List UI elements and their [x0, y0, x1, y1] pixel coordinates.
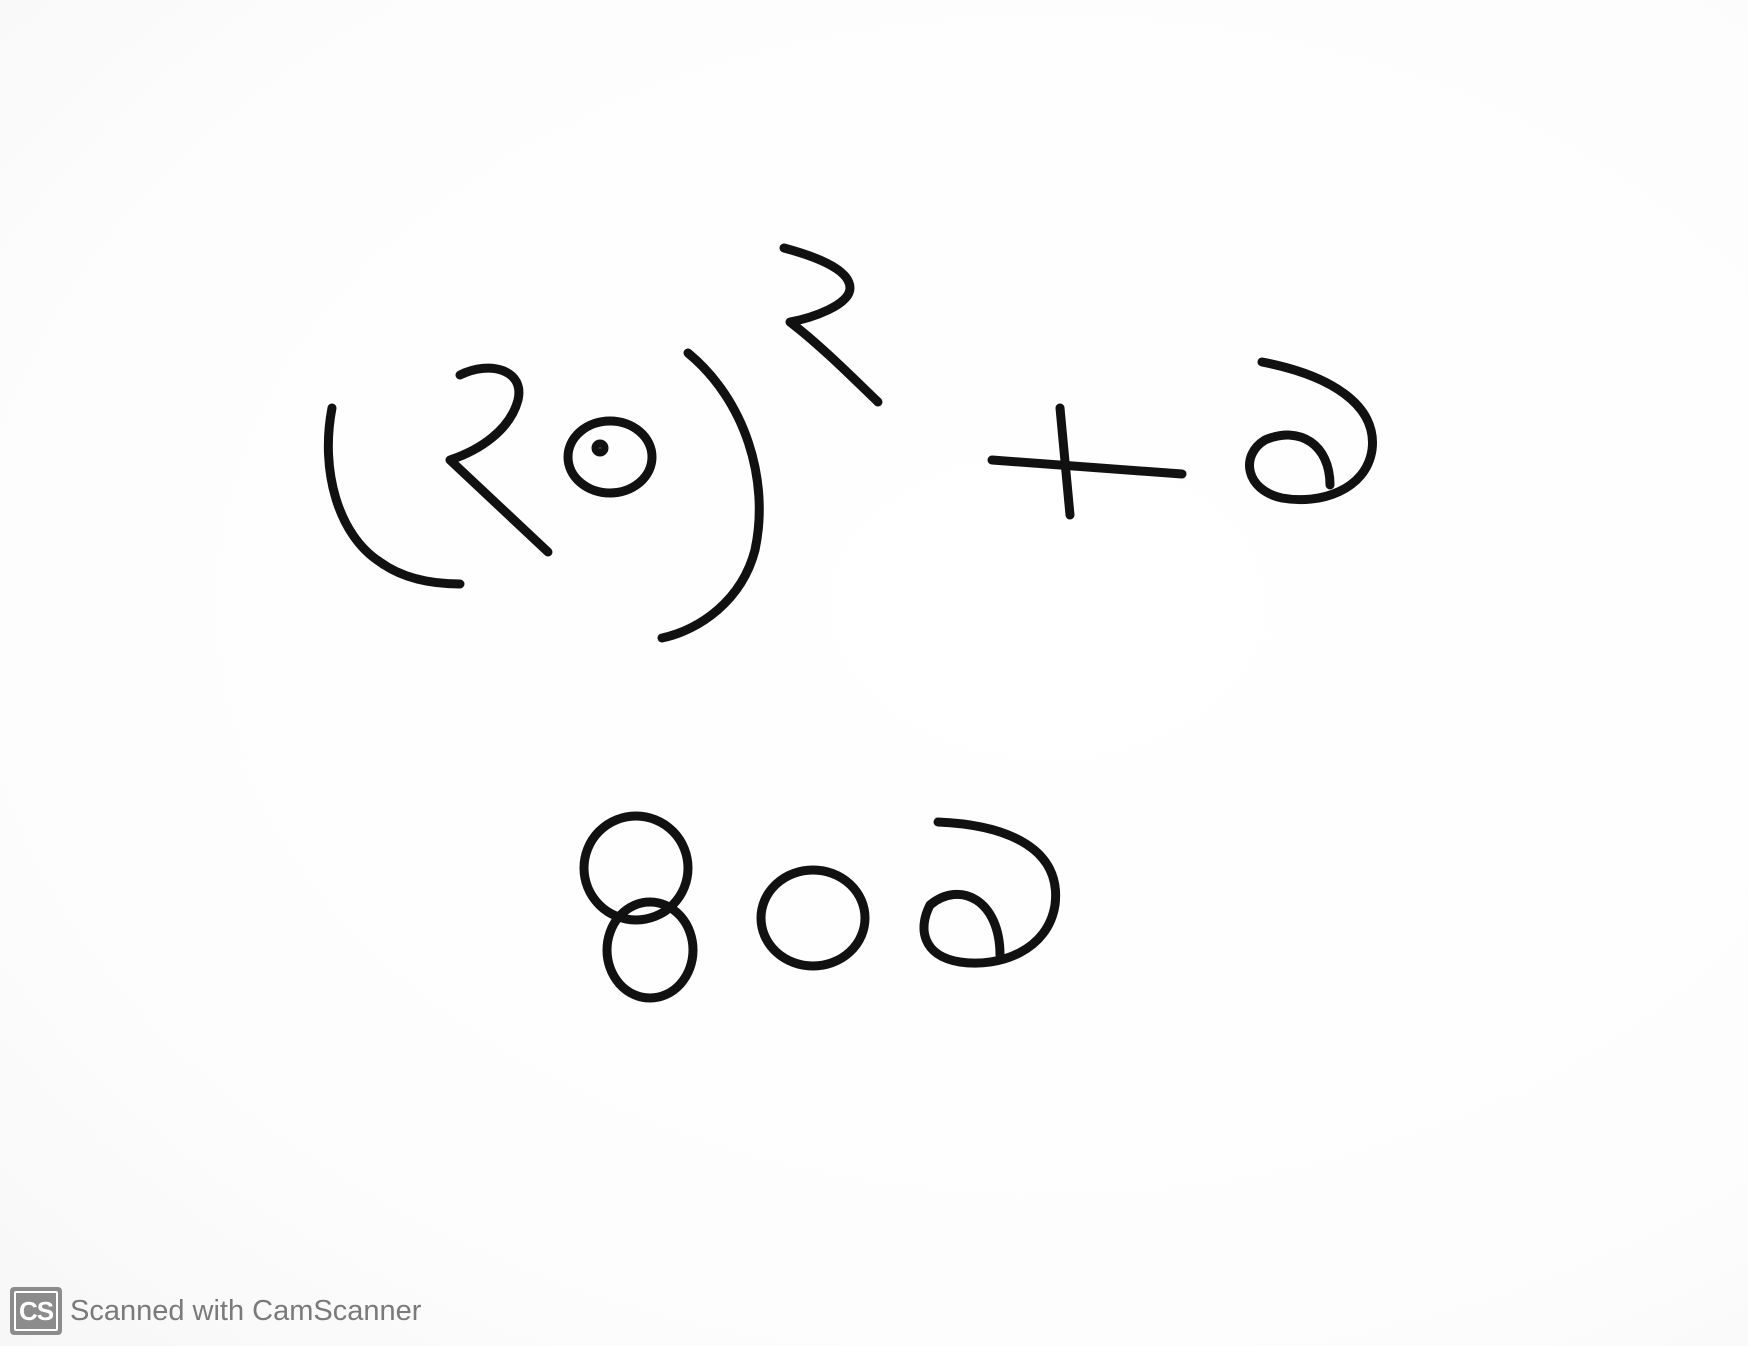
plus-vertical-stroke	[1060, 408, 1070, 515]
digit-0-result-stroke	[761, 870, 865, 966]
camscanner-logo-icon	[10, 1287, 62, 1335]
digit-2-curly-stroke	[1250, 362, 1373, 500]
plus-horizontal-stroke	[992, 460, 1182, 474]
right-parenthesis-stroke	[662, 353, 759, 638]
left-parenthesis-stroke	[328, 408, 460, 584]
watermark-text: Scanned with CamScanner	[70, 1294, 422, 1327]
digit-0-stroke	[568, 421, 652, 493]
digit-2-stroke	[450, 368, 548, 552]
camscanner-logo-label: CS	[18, 1295, 54, 1326]
expression-line-drawing	[328, 248, 1372, 638]
digit-0-inner-dot	[596, 444, 604, 452]
result-line-drawing	[584, 816, 1056, 998]
camscanner-watermark	[10, 1286, 421, 1336]
superscript-2-stroke	[784, 248, 878, 402]
digit-2-result-stroke	[924, 822, 1056, 963]
